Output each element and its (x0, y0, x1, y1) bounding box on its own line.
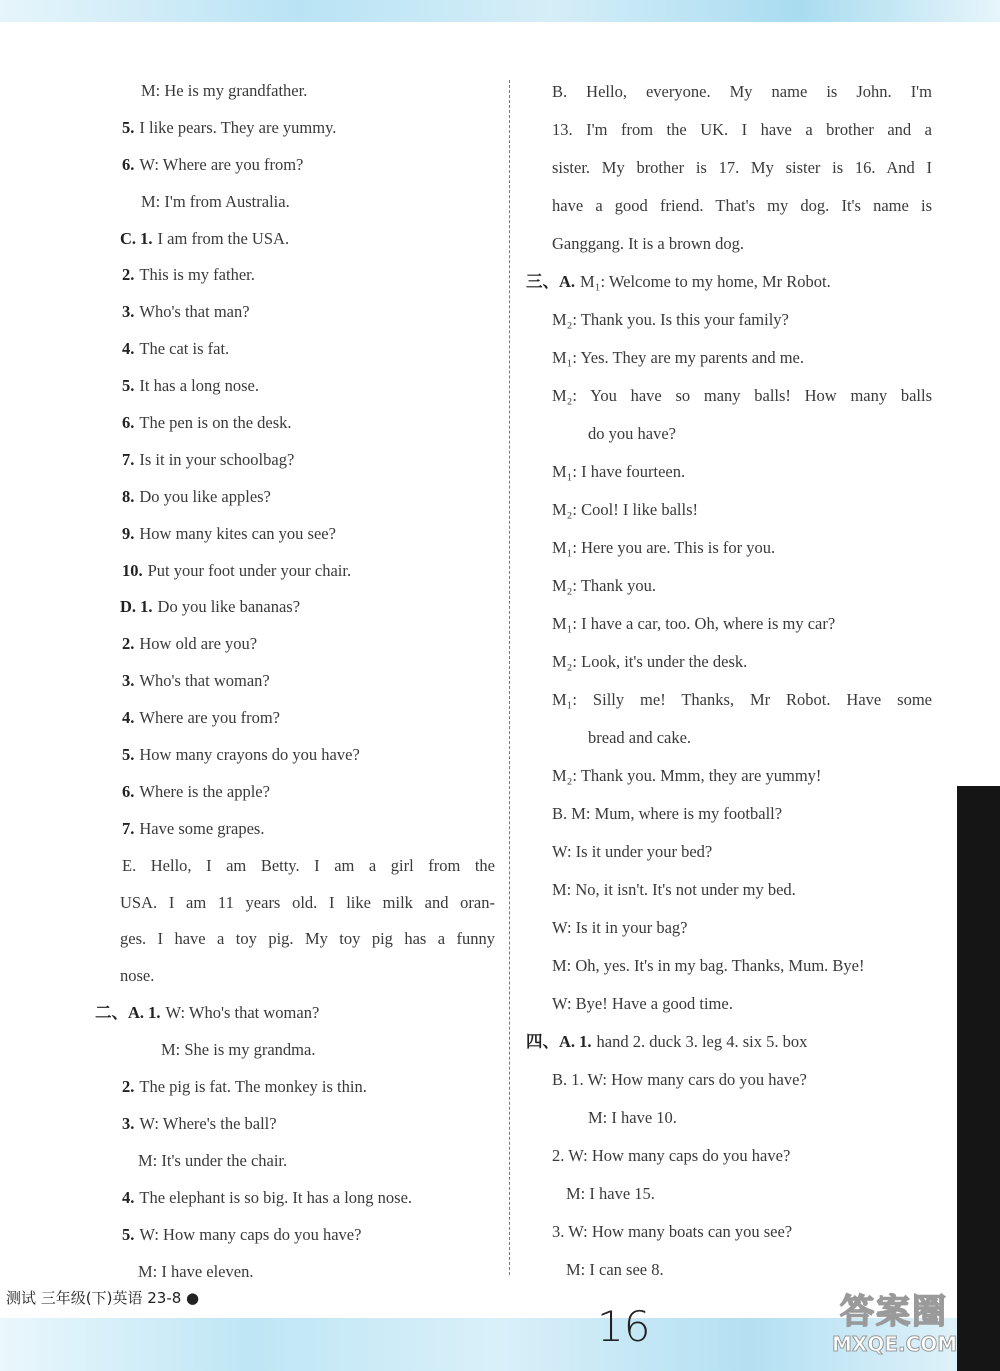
text-line (522, 567, 932, 605)
text-line (522, 833, 932, 871)
text-line (522, 225, 932, 263)
line-text: M: It's under the chair. (138, 1150, 288, 1170)
line-text: Is it in your schoolbag? (139, 449, 295, 469)
item-number: 二、A. 1. (95, 1003, 161, 1023)
line-text: The pen is on the desk. (139, 413, 292, 433)
watermark (832, 1284, 1000, 1364)
line-text: USA. I am 11 years old. I like milk and oran- (120, 892, 495, 912)
item-number: 2. (122, 1077, 135, 1097)
text-line (95, 995, 495, 1032)
line-text: M: No, it isn't. It's not under my bed. (552, 880, 796, 899)
line-text: Do you like bananas? (157, 597, 301, 617)
item-number: 9. (122, 523, 135, 543)
text-line (95, 553, 495, 590)
line-text: Who's that man? (139, 302, 250, 322)
line-text: Where are you from? (139, 708, 281, 728)
text-line (522, 263, 932, 301)
line-text: I am from the USA. (157, 228, 290, 248)
line-text: The pig is fat. The monkey is thin. (139, 1077, 367, 1097)
line-text: W: Who's that woman? (165, 1003, 320, 1023)
text-line (522, 1061, 932, 1099)
line-text: nose. (120, 966, 155, 986)
text-line (95, 1069, 495, 1106)
line-text: hand 2. duck 3. leg 4. six 5. box (596, 1032, 808, 1051)
line-text: W: Is it under your bed? (552, 842, 713, 861)
line-text: Ganggang. It is a brown dog. (552, 234, 745, 253)
line-text: M₂: Look, it's under the desk. (552, 652, 748, 671)
text-line (522, 1099, 932, 1137)
text-line (95, 516, 495, 553)
line-text: B. Hello, everyone. My name is John. I'm (552, 82, 932, 101)
watermark-site: MXQE.COM (832, 1332, 958, 1356)
text-line (522, 1137, 932, 1175)
line-text: Do you like apples? (139, 486, 271, 506)
text-line (95, 1180, 495, 1217)
text-line (95, 331, 495, 368)
line-text: M₁: I have a car, too. Oh, where is my car? (552, 614, 836, 633)
item-number: 6. (122, 781, 135, 801)
line-text: 3. W: How many boats can you see? (552, 1222, 793, 1241)
line-text: It has a long nose. (139, 376, 259, 396)
text-line (522, 947, 932, 985)
line-text: M: I can see 8. (566, 1260, 664, 1279)
text-line (522, 453, 932, 491)
text-line (95, 110, 495, 147)
text-line (95, 1217, 495, 1254)
text-line (95, 1106, 495, 1143)
item-number: 10. (122, 560, 143, 580)
text-line (522, 491, 932, 529)
text-line (95, 1254, 495, 1291)
line-text: M: He is my grandfather. (141, 81, 308, 100)
line-text: M: I'm from Australia. (141, 191, 290, 211)
item-number: 8. (122, 486, 135, 506)
line-text: sister. My brother is 17. My sister is 16. And I (552, 158, 932, 177)
page-footer: 测试 三年级(下)英语 23-8 ● (6, 1289, 200, 1307)
text-line (95, 442, 495, 479)
line-text: M₁: Silly me! Thanks, Mr Robot. Have some (552, 690, 932, 709)
item-number: 7. (122, 449, 135, 469)
line-text: I like pears. They are yummy. (139, 117, 337, 137)
line-text: This is my father. (139, 265, 255, 285)
text-line (522, 909, 932, 947)
text-line (522, 1023, 932, 1061)
item-number: 5. (122, 1224, 135, 1244)
line-text: M₂: Thank you. Mmm, they are yummy! (552, 766, 822, 785)
line-text: M₁: I have fourteen. (552, 462, 686, 481)
item-number: 4. (122, 339, 135, 359)
line-text: do you have? (588, 424, 676, 443)
text-line (522, 871, 932, 909)
item-number: 3. (122, 1113, 135, 1133)
item-number: 2. (122, 634, 135, 654)
item-number: 7. (122, 818, 135, 838)
line-text: bread and cake. (588, 728, 692, 747)
text-line (522, 529, 932, 567)
line-text: M₂: You have so many balls! How many balls (552, 386, 932, 405)
text-line (522, 149, 932, 187)
line-text: M: I have 15. (566, 1184, 655, 1203)
item-number: 4. (122, 708, 135, 728)
line-text: Where is the apple? (139, 781, 270, 801)
text-line (95, 848, 495, 885)
text-line (95, 221, 495, 258)
line-text: The elephant is so big. It has a long nose. (139, 1187, 413, 1207)
item-number: 四、A. 1. (526, 1032, 592, 1051)
line-text: M₁: Here you are. This is for you. (552, 538, 776, 557)
text-line (522, 301, 932, 339)
line-text: Have some grapes. (139, 818, 265, 838)
text-line (95, 774, 495, 811)
line-text: M₂: Thank you. (552, 576, 656, 595)
line-text: 13. I'm from the UK. I have a brother and a (552, 120, 932, 139)
line-text: M₁: Yes. They are my parents and me. (552, 348, 804, 367)
item-number: 6. (122, 413, 135, 433)
line-text: M: I have eleven. (138, 1261, 254, 1281)
item-number: C. 1. (120, 228, 153, 248)
item-number: 三、A. (526, 272, 576, 291)
text-line (95, 811, 495, 848)
text-line (522, 795, 932, 833)
line-text: W: Where are you from? (139, 154, 304, 174)
line-text: W: How many caps do you have? (139, 1224, 362, 1244)
text-line (95, 147, 495, 184)
text-line (95, 405, 495, 442)
item-number: 5. (122, 376, 135, 396)
item-number: 5. (122, 745, 135, 765)
line-text: B. 1. W: How many cars do you have? (552, 1070, 807, 1089)
text-line (522, 1175, 932, 1213)
item-number: 2. (122, 265, 135, 285)
text-line (522, 605, 932, 643)
text-line (522, 681, 932, 719)
line-text: have a good friend. That's my dog. It's name is (552, 196, 932, 215)
text-line (95, 958, 495, 995)
line-text: How many kites can you see? (139, 523, 336, 543)
item-number: D. 1. (120, 597, 153, 617)
left-column (95, 73, 495, 1290)
text-line (522, 643, 932, 681)
item-number: 5. (122, 117, 135, 137)
line-text: W: Where's the ball? (139, 1113, 277, 1133)
item-number: 6. (122, 154, 135, 174)
line-text: How many crayons do you have? (139, 745, 360, 765)
text-line (522, 111, 932, 149)
top-decorative-band (0, 0, 1000, 22)
line-text: M: I have 10. (588, 1108, 677, 1127)
text-line (95, 626, 495, 663)
line-text: M₂: Cool! I like balls! (552, 500, 698, 519)
item-number: 3. (122, 302, 135, 322)
line-text: W: Bye! Have a good time. (552, 994, 733, 1013)
line-text: M: She is my grandma. (161, 1040, 316, 1060)
text-line (95, 294, 495, 331)
text-line (95, 885, 495, 922)
line-text: M₂: Thank you. Is this your family? (552, 310, 789, 329)
text-line (95, 737, 495, 774)
text-line (95, 479, 495, 516)
text-line (95, 257, 495, 294)
line-text: M: Oh, yes. It's in my bag. Thanks, Mum. Bye! (552, 956, 865, 975)
text-line (522, 415, 932, 453)
text-line (522, 339, 932, 377)
line-text: ges. I have a toy pig. My toy pig has a funny (120, 929, 495, 949)
column-divider (509, 80, 510, 1275)
line-text: B. M: Mum, where is my football? (552, 804, 783, 823)
text-line (522, 757, 932, 795)
item-number: 4. (122, 1187, 135, 1207)
line-text: E. Hello, I am Betty. I am a girl from the (122, 855, 495, 875)
text-line (95, 589, 495, 626)
text-line (522, 1213, 932, 1251)
text-line (522, 719, 932, 757)
text-line (522, 73, 932, 111)
text-line (95, 73, 495, 110)
text-line (95, 1032, 495, 1069)
text-line (95, 921, 495, 958)
line-text: 2. W: How many caps do you have? (552, 1146, 791, 1165)
watermark-logo: 答案圈 (840, 1292, 948, 1332)
line-text: Who's that woman? (139, 671, 270, 691)
text-line (522, 187, 932, 225)
text-line (95, 700, 495, 737)
line-text: The cat is fat. (139, 339, 230, 359)
line-text: M₁: Welcome to my home, Mr Robot. (580, 272, 831, 291)
text-line (522, 377, 932, 415)
handwritten-page-number: 16 (597, 1302, 651, 1351)
line-text: How old are you? (139, 634, 258, 654)
text-line (95, 663, 495, 700)
line-text: W: Is it in your bag? (552, 918, 688, 937)
right-column (522, 73, 932, 1289)
line-text: Put your foot under your chair. (147, 560, 352, 580)
text-line (95, 368, 495, 405)
text-line (95, 184, 495, 221)
item-number: 3. (122, 671, 135, 691)
text-line (522, 985, 932, 1023)
text-line (95, 1143, 495, 1180)
